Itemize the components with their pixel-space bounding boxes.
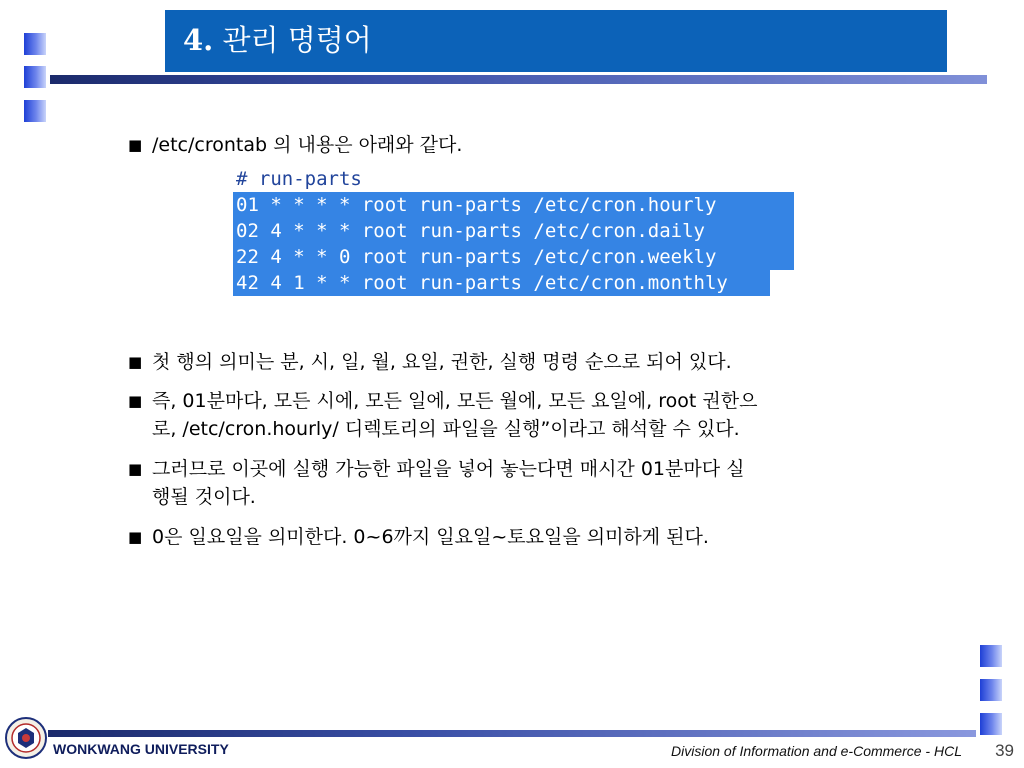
bullet-marker: ■ bbox=[128, 528, 143, 546]
title-text: 관리 명령어 bbox=[222, 23, 372, 57]
bullet-marker: ■ bbox=[128, 353, 143, 371]
header-rule bbox=[50, 75, 987, 84]
footer-rule bbox=[48, 730, 976, 737]
deco-square-bottom-1 bbox=[980, 645, 1002, 667]
bullet-text: 0은 일요일을 의미한다. 0~6까지 일요일~토요일을 의미하게 된다. bbox=[152, 526, 709, 548]
crontab-code-block bbox=[233, 166, 794, 296]
bullet-text-line2: 행될 것이다. bbox=[152, 486, 256, 508]
slide-title bbox=[183, 18, 372, 59]
deco-square-top-2 bbox=[24, 66, 46, 88]
code-line-header: # run-parts bbox=[236, 168, 362, 190]
bullet-weekday-meaning bbox=[128, 523, 963, 551]
bullet-marker: ■ bbox=[128, 136, 143, 154]
deco-square-bottom-3 bbox=[980, 713, 1002, 735]
code-line-weekly: 22 4 * * 0 root run-parts /etc/cron.weekly bbox=[233, 244, 794, 270]
deco-square-bottom-2 bbox=[980, 679, 1002, 701]
university-name: WONKWANG UNIVERSITY bbox=[53, 741, 229, 757]
code-line-daily: 02 4 * * * root run-parts /etc/cron.daily bbox=[233, 218, 794, 244]
deco-square-top-1 bbox=[24, 33, 46, 55]
bullet-text-line1: 즉, 01분마다, 모든 시에, 모든 일에, 모든 월에, 모든 요일에, root 권한으 bbox=[152, 390, 758, 412]
university-seal-icon bbox=[4, 716, 48, 760]
bullet-text: /etc/crontab 의 내용은 아래와 같다. bbox=[152, 134, 463, 156]
code-line-hourly: 01 * * * * root run-parts /etc/cron.hourly bbox=[233, 192, 794, 218]
bullet-marker: ■ bbox=[128, 392, 143, 410]
code-line-monthly: 42 4 1 * * root run-parts /etc/cron.monthly bbox=[233, 270, 770, 296]
title-number: 4. bbox=[183, 23, 214, 57]
bullet-executable-note bbox=[128, 455, 963, 511]
division-label: Division of Information and e-Commerce - HCL bbox=[671, 743, 962, 759]
bullet-text-line2: 로, /etc/cron.hourly/ 디렉토리의 파일을 실행”이라고 해석할 수 있다. bbox=[152, 418, 740, 440]
bullet-text: 첫 행의 의미는 분, 시, 일, 월, 요일, 권한, 실행 명령 순으로 되어 있다. bbox=[152, 351, 732, 373]
bullet-text-line1: 그러므로 이곳에 실행 가능한 파일을 넣어 놓는다면 매시간 01분마다 실 bbox=[152, 458, 745, 480]
bullet-crontab-intro bbox=[128, 131, 963, 159]
bullet-field-meaning bbox=[128, 348, 963, 376]
bullet-hourly-explanation bbox=[128, 387, 963, 443]
page-number: 39 bbox=[995, 741, 1014, 760]
deco-square-top-3 bbox=[24, 100, 46, 122]
bullet-marker: ■ bbox=[128, 460, 143, 478]
